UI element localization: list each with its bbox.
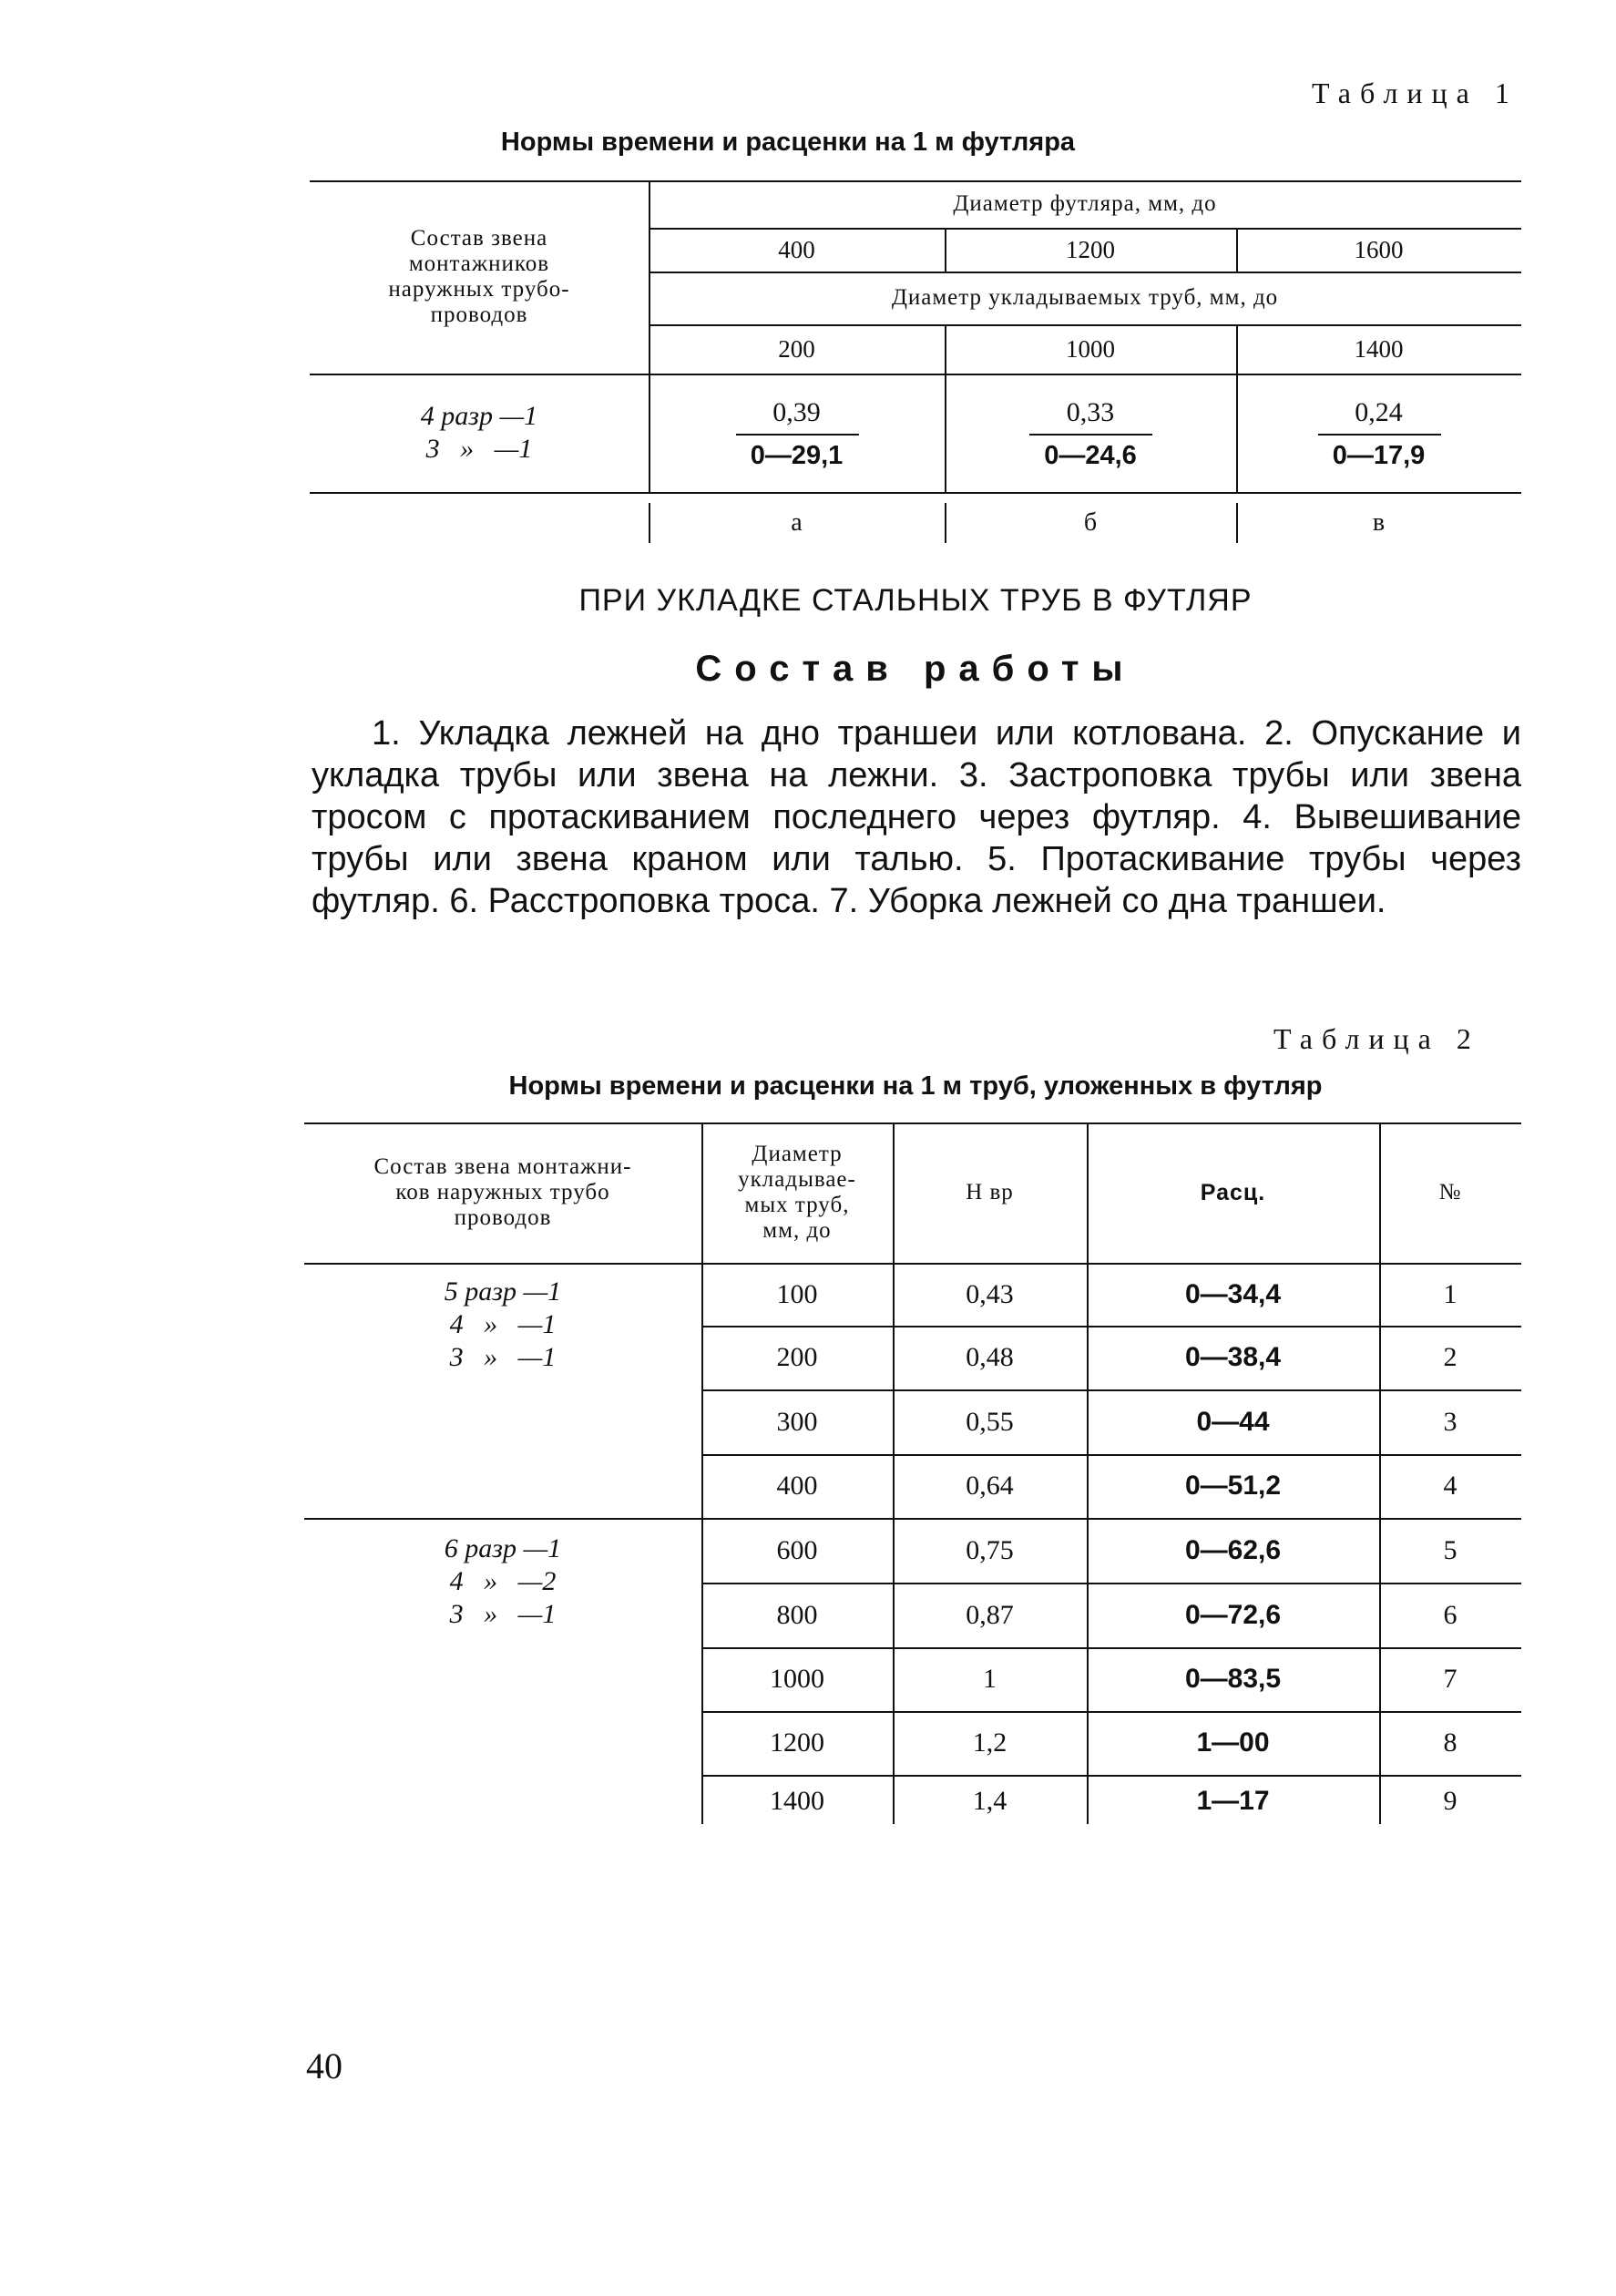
table2-diameter-header: Диаметр укладывае- мых труб, мм, до <box>738 1142 856 1243</box>
table2-rate: 1—00 <box>1196 1727 1270 1758</box>
table1-norm: 0,39 <box>772 397 821 427</box>
table1-pipe-diameter: 200 <box>778 334 815 363</box>
table2-number: 6 <box>1443 1599 1457 1630</box>
table2-label: Таблица 2 <box>1273 1022 1480 1055</box>
table1-pipe-diameter-header: Диаметр укладываемых труб, мм, до <box>891 285 1279 310</box>
table2-number: 5 <box>1443 1534 1457 1565</box>
table2-crew-group: 6 разр —1 4 » —2 3 » —1 <box>444 1533 562 1629</box>
table1-case-diameter: 400 <box>778 235 815 263</box>
table2-diameter: 600 <box>776 1534 818 1565</box>
table2-crew-group: 5 разр —1 4 » —1 3 » —1 <box>444 1276 562 1372</box>
table2-norm: 1,2 <box>972 1727 1007 1758</box>
table2-rate: 0—83,5 <box>1184 1664 1282 1694</box>
table2-crew-header: Состав звена монтажни- ков наружных трубо проводов <box>373 1154 632 1230</box>
table2-number-header: № <box>1438 1180 1462 1204</box>
table1-rate: 0—17,9 <box>1332 441 1426 470</box>
table2-number: 3 <box>1443 1406 1457 1437</box>
table2-caption: Нормы времени и расценки на 1 м труб, уложенных в футляр <box>508 1071 1323 1101</box>
work-description: 1. Укладка лежней на дно траншеи или котлована. 2. Опускание и укладка трубы или звена на лежни. 3. Застроповка трубы или звена тросом с протаскиванием последнего через футляр. 4. Вывешивание трубы или звена краном или талью. 5. Протаскивание трубы через футляр. 6. Расстроповка троса. 7. Уборка лежней со дна траншеи. <box>312 714 1521 920</box>
table1-label: Таблица 1 <box>1312 77 1519 109</box>
section-heading: ПРИ УКЛАДКЕ СТАЛЬНЫХ ТРУБ В ФУТЛЯР <box>578 583 1253 618</box>
table2-diameter: 400 <box>776 1471 818 1501</box>
table2-diameter: 1000 <box>770 1664 824 1694</box>
table2-norm: 0,64 <box>966 1471 1014 1501</box>
table2-rate: 0—72,6 <box>1184 1599 1282 1630</box>
table2-norm: 1 <box>983 1664 997 1694</box>
table1-rate: 0—29,1 <box>750 441 844 470</box>
table1-case-diameter: 1600 <box>1354 235 1404 263</box>
table2-norm: 1,4 <box>972 1786 1007 1816</box>
table2-diameter: 200 <box>776 1342 818 1372</box>
table2-diameter: 300 <box>776 1406 818 1437</box>
table1-case-diameter-header: Диаметр футляра, мм, до <box>953 191 1217 216</box>
table1-norm: 0,33 <box>1066 397 1115 427</box>
table1-case-diameter: 1200 <box>1066 235 1115 263</box>
table2-norm: 0,55 <box>966 1406 1014 1437</box>
table2-norm: 0,87 <box>966 1599 1014 1630</box>
table2-norm: 0,43 <box>966 1278 1014 1309</box>
table1-crew-header: Состав звена монтажников наружных трубо- проводов <box>388 226 570 327</box>
table2-diameter: 100 <box>776 1278 818 1309</box>
table2-number: 4 <box>1443 1471 1457 1501</box>
table2-number: 9 <box>1443 1786 1457 1816</box>
table2-number: 2 <box>1443 1342 1457 1372</box>
table1-caption: Нормы времени и расценки на 1 м футляра <box>500 128 1076 157</box>
table1-crew: 4 разр —1 3 » —1 <box>420 401 538 464</box>
table2-rate: 0—34,4 <box>1184 1278 1282 1309</box>
table2-diameter: 1400 <box>770 1786 824 1816</box>
table1-pipe-diameter: 1400 <box>1354 334 1404 363</box>
table1-norm: 0,24 <box>1355 397 1403 427</box>
table2-norm: 0,48 <box>966 1342 1014 1372</box>
section-subheading: Состав работы <box>695 649 1136 689</box>
table2-rate: 0—44 <box>1196 1406 1270 1437</box>
table2-norm-header: Н вр <box>966 1180 1014 1204</box>
page-number: 40 <box>306 2045 343 2086</box>
table2-number: 1 <box>1443 1278 1457 1309</box>
table2-rate-header: Расц. <box>1200 1180 1266 1205</box>
table2-rate: 0—62,6 <box>1184 1534 1282 1565</box>
table2-rate: 1—17 <box>1196 1786 1270 1816</box>
table2-number: 7 <box>1443 1664 1457 1694</box>
table2-diameter: 800 <box>776 1599 818 1630</box>
table1-column-letter: в <box>1372 508 1386 537</box>
table1-pipe-diameter: 1000 <box>1066 334 1115 363</box>
table2-rate: 0—51,2 <box>1184 1471 1282 1501</box>
table2-number: 8 <box>1443 1727 1457 1758</box>
table2-rate: 0—38,4 <box>1184 1342 1282 1372</box>
table2-diameter: 1200 <box>770 1727 824 1758</box>
table1-rate: 0—24,6 <box>1044 441 1137 470</box>
table1-column-letter: б <box>1083 508 1098 537</box>
table2-norm: 0,75 <box>966 1534 1014 1565</box>
table1-column-letter: а <box>791 508 803 537</box>
